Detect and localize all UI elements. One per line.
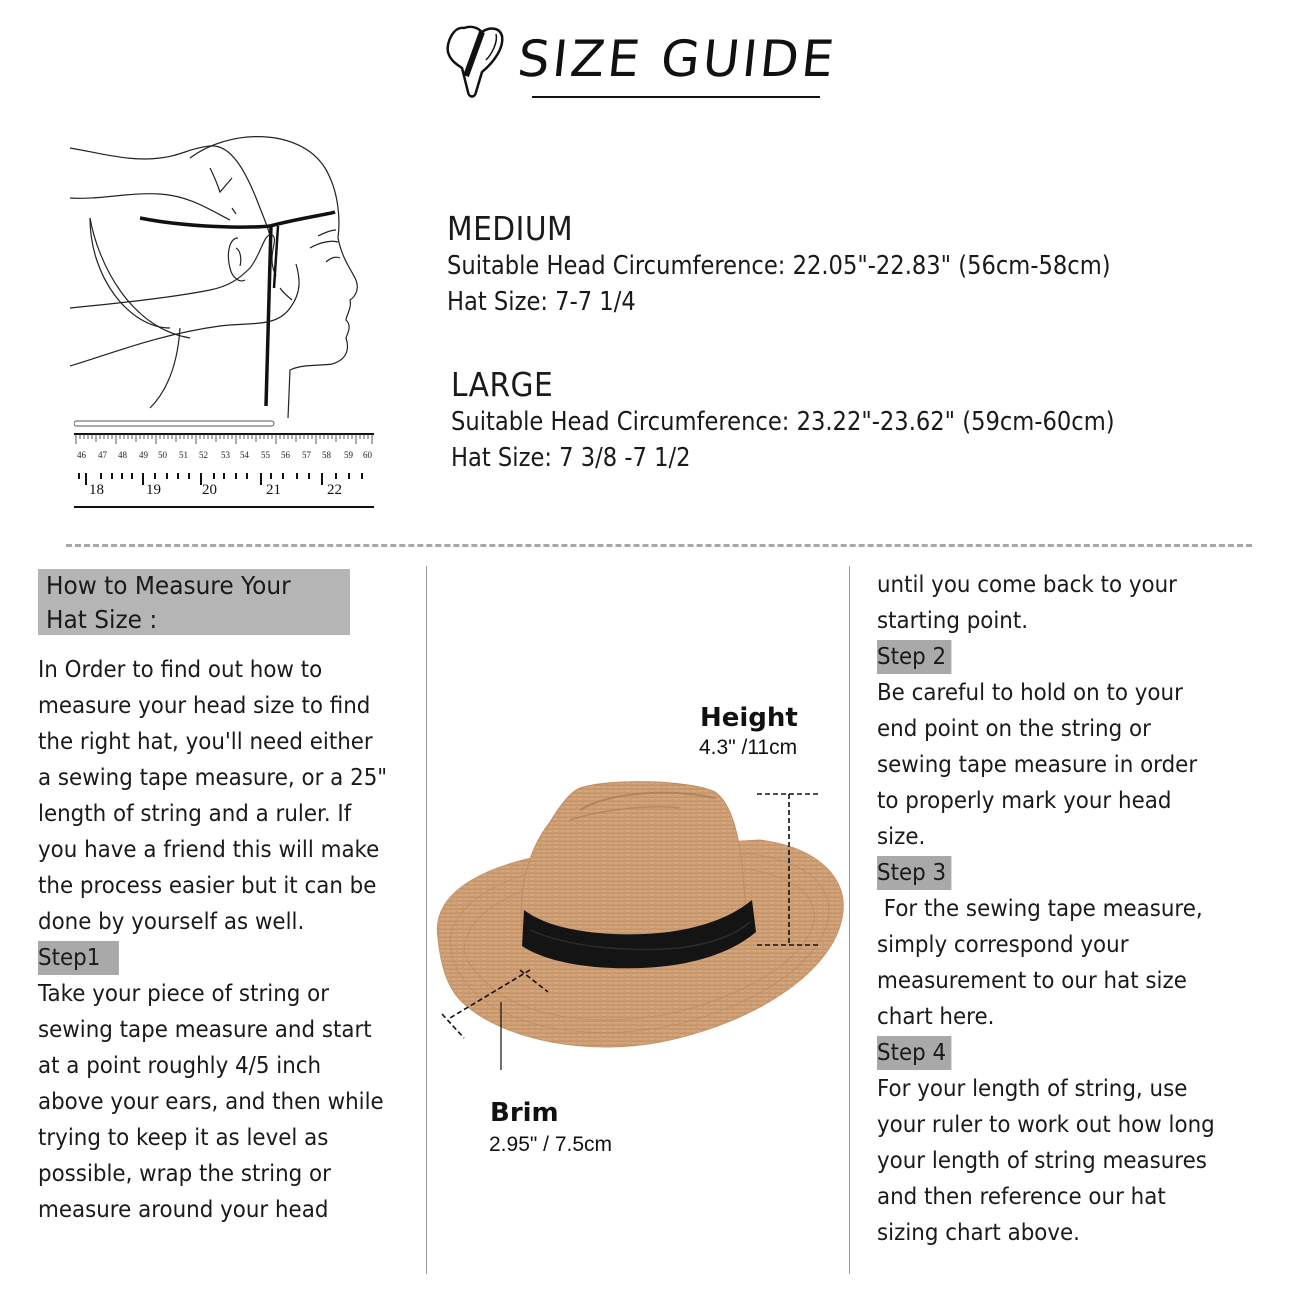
step-text: Be careful to hold on to your xyxy=(877,680,1183,706)
step-text: your ruler to work out how long xyxy=(877,1112,1215,1138)
size-medium-block xyxy=(447,210,1210,320)
size-name: LARGE xyxy=(451,365,554,404)
straw-fedora-hat-image xyxy=(430,770,850,1070)
height-value: 4.3" /11cm xyxy=(699,736,798,759)
intro-text: length of string and a ruler. If xyxy=(38,801,352,827)
step-text: until you come back to your xyxy=(877,572,1177,598)
ruler-cm-label: 53 xyxy=(221,450,230,460)
size-circumference: Suitable Head Circumference: 22.05"-22.83" (56cm-58cm) xyxy=(447,251,1111,281)
brim-label: Brim xyxy=(490,1098,559,1128)
ruler-cm-label: 55 xyxy=(261,450,270,460)
ruler-cm-label: 52 xyxy=(199,450,208,460)
step-label: Step1 xyxy=(38,941,119,975)
intro-text: a sewing tape measure, or a 25" xyxy=(38,765,388,791)
instructions-column-right xyxy=(877,567,1277,1251)
head-measurement-illustration xyxy=(70,128,390,418)
instructions-column-left xyxy=(38,652,423,1228)
step-text: starting point. xyxy=(877,608,1029,634)
ruler-inch-label: 22 xyxy=(327,482,342,498)
size-name: MEDIUM xyxy=(447,209,574,248)
step-text: measure around your head xyxy=(38,1197,329,1223)
ruler-inch-label: 21 xyxy=(266,482,281,498)
how-to-measure-heading xyxy=(38,569,350,635)
page-title: SIZE GUIDE xyxy=(514,30,840,88)
step-text: For the sewing tape measure, xyxy=(877,896,1203,922)
step-text: size. xyxy=(877,824,926,850)
step-text: Take your piece of string or xyxy=(38,981,330,1007)
ruler-cm-label: 59 xyxy=(344,450,353,460)
hat-icon xyxy=(442,22,512,102)
intro-text: In Order to find out how to xyxy=(38,657,323,683)
intro-text: you have a friend this will make xyxy=(38,837,380,863)
step-text: chart here. xyxy=(877,1004,995,1030)
step-text: your length of string measures xyxy=(877,1148,1207,1174)
ruler-cm-label: 58 xyxy=(322,450,331,460)
ruler-cm-label: 48 xyxy=(118,450,127,460)
step-text: possible, wrap the string or xyxy=(38,1161,331,1187)
height-label: Height xyxy=(700,703,798,733)
ruler-cm-label: 51 xyxy=(179,450,188,460)
column-divider xyxy=(426,566,427,1274)
step-text: measurement to our hat size xyxy=(877,968,1187,994)
size-hat-size: Hat Size: 7-7 1/4 xyxy=(447,287,636,317)
step-label: Step 4 xyxy=(877,1036,952,1070)
heading-line: Hat Size : xyxy=(46,605,158,634)
ruler-cm-label: 60 xyxy=(363,450,372,460)
page-header xyxy=(440,18,840,103)
ruler-inch-label: 20 xyxy=(202,482,217,498)
step-text: and then reference our hat xyxy=(877,1184,1166,1210)
section-divider xyxy=(66,544,1252,547)
step-text: sizing chart above. xyxy=(877,1220,1080,1246)
ruler-cm-label: 47 xyxy=(98,450,107,460)
step-text: end point on the string or xyxy=(877,716,1151,742)
size-large-block xyxy=(451,366,1214,476)
ruler-cm-label: 54 xyxy=(240,450,249,460)
heading-line: How to Measure Your xyxy=(46,571,291,600)
ruler-cm-label: 57 xyxy=(302,450,311,460)
step-text: at a point roughly 4/5 inch xyxy=(38,1053,322,1079)
step-text: above your ears, and then while xyxy=(38,1089,384,1115)
step-label: Step 3 xyxy=(877,856,952,890)
ruler-inch-label: 19 xyxy=(146,482,161,498)
ruler-cm-label: 56 xyxy=(281,450,290,460)
title-underline xyxy=(532,96,820,98)
size-hat-size: Hat Size: 7 3/8 -7 1/2 xyxy=(451,443,691,473)
step-text: sewing tape measure and start xyxy=(38,1017,372,1043)
size-circumference: Suitable Head Circumference: 23.22"-23.62" (59cm-60cm) xyxy=(451,407,1115,437)
ruler-cm-label: 46 xyxy=(77,450,86,460)
ruler-inch-label: 18 xyxy=(89,482,104,498)
ruler-cm-label: 50 xyxy=(158,450,167,460)
ruler-cm-label: 49 xyxy=(139,450,148,460)
step-text: simply correspond your xyxy=(877,932,1129,958)
brim-value: 2.95" / 7.5cm xyxy=(489,1133,613,1156)
intro-text: the right hat, you'll need either xyxy=(38,729,373,755)
step-text: sewing tape measure in order xyxy=(877,752,1198,778)
intro-text: measure your head size to find xyxy=(38,693,371,719)
step-text: For your length of string, use xyxy=(877,1076,1188,1102)
measurement-ruler xyxy=(74,418,376,510)
step-label: Step 2 xyxy=(877,640,952,674)
intro-text: the process easier but it can be xyxy=(38,873,377,899)
step-text: trying to keep it as level as xyxy=(38,1125,329,1151)
step-text: to properly mark your head xyxy=(877,788,1172,814)
intro-text: done by yourself as well. xyxy=(38,909,305,935)
